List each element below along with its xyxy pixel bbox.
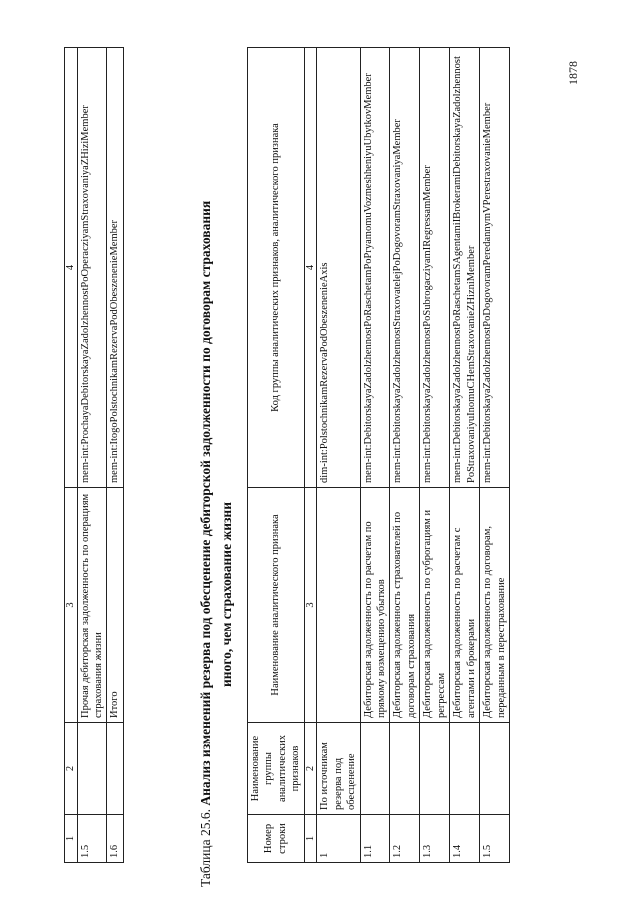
row-number: 1.5 — [77, 815, 107, 863]
row-name: Итого — [107, 488, 123, 723]
table-row — [360, 48, 390, 863]
row-code: mem-int:DebitorskayaZadolzhennostStraxovatelejPoDogovoramStraxovaniyaMember — [390, 48, 420, 488]
col-num-1: 1 — [304, 815, 317, 863]
row-group: По источникам резерва под обесценение — [317, 723, 360, 815]
table-row — [107, 48, 123, 863]
row-group — [77, 723, 107, 815]
table-row — [317, 48, 360, 863]
row-group — [360, 723, 390, 815]
row-code: mem-int:ItogoPolstochnikamRezervaPodObeszenenieMember — [107, 48, 123, 488]
row-number: 1.3 — [420, 815, 450, 863]
row-number: 1.6 — [107, 815, 123, 863]
row-code: mem-int:ProchayaDebitorskayaZadolzhennostPoOperacziyamStraxovaniyaZHiziMember — [77, 48, 107, 488]
header-row — [248, 48, 305, 863]
col-num-1: 1 — [65, 815, 78, 863]
row-group — [420, 723, 450, 815]
row-name: Дебиторская задолженность по расчетам с агентами и брокерами — [450, 488, 480, 723]
row-number: 1.5 — [480, 815, 510, 863]
header-attribute-name: Наименование аналитического признака — [248, 488, 305, 723]
header-row-number: Номер строки — [248, 815, 305, 863]
header-group-name: Наименование группы аналитических признаков — [248, 723, 305, 815]
row-name: Дебиторская задолженность по суброгациям и регрессам — [420, 488, 450, 723]
table-row — [77, 48, 107, 863]
row-group — [480, 723, 510, 815]
table-row — [390, 48, 420, 863]
caption-title: Анализ изменений резерва под обесценение дебиторской задолженности по договорам страхования — [198, 200, 213, 806]
col-num-2: 2 — [65, 723, 78, 815]
row-code: mem-int:DebitorskayaZadolzhennostPoRaschetamSAgentamiIBrokeramiDebitorskayaZadolzhennostPoStraxovaniyuInomuCHemStraxovanieZHizniMember — [450, 48, 480, 488]
table-row — [420, 48, 450, 863]
row-group — [390, 723, 420, 815]
col-num-3: 3 — [304, 488, 317, 723]
row-group — [107, 723, 123, 815]
row-code: dim-int:PolstochnikamRezervaPodObeszenenieAxis — [317, 48, 360, 488]
col-num-4: 4 — [65, 48, 78, 488]
caption-prefix: Таблица 25.6. — [198, 809, 213, 887]
column-number-row — [65, 48, 78, 863]
row-code: mem-int:DebitorskayaZadolzhennostPoRaschetamPoPryamomuVozmeshheniyuUbytkovMember — [360, 48, 390, 488]
col-num-3: 3 — [65, 488, 78, 723]
page-number: 1878 — [566, 61, 580, 85]
row-number: 1 — [317, 815, 360, 863]
row-number: 1.1 — [360, 815, 390, 863]
analysis-table — [247, 47, 510, 863]
row-name: Дебиторская задолженность по договорам, переданным в перестрахование — [480, 488, 510, 723]
col-num-4: 4 — [304, 48, 317, 488]
column-number-row — [304, 48, 317, 863]
row-number: 1.4 — [450, 815, 480, 863]
table-row — [450, 48, 480, 863]
table-caption — [196, 27, 238, 887]
row-code: mem-int:DebitorskayaZadolzhennostPoSubrogacziyamIRegressamMember — [420, 48, 450, 488]
table-row — [480, 48, 510, 863]
col-num-2: 2 — [304, 723, 317, 815]
header-code: Код группы аналитических признаков, аналитического признака — [248, 48, 305, 488]
row-name: Дебиторская задолженность по расчетам по прямому возмещению убытков — [360, 488, 390, 723]
row-code: mem-int:DebitorskayaZadolzhennostPoDogovoramPeredannymVPerestraxovanieMember — [480, 48, 510, 488]
caption-title-continued: иного, чем страхование жизни — [218, 502, 234, 687]
row-number: 1.2 — [390, 815, 420, 863]
row-name — [317, 488, 360, 723]
row-name: Прочая дебиторская задолженность по операциям страхования жизни — [77, 488, 107, 723]
row-group — [450, 723, 480, 815]
continued-table — [64, 47, 124, 863]
row-name: Дебиторская задолженность страхователей по договорам страхования — [390, 488, 420, 723]
